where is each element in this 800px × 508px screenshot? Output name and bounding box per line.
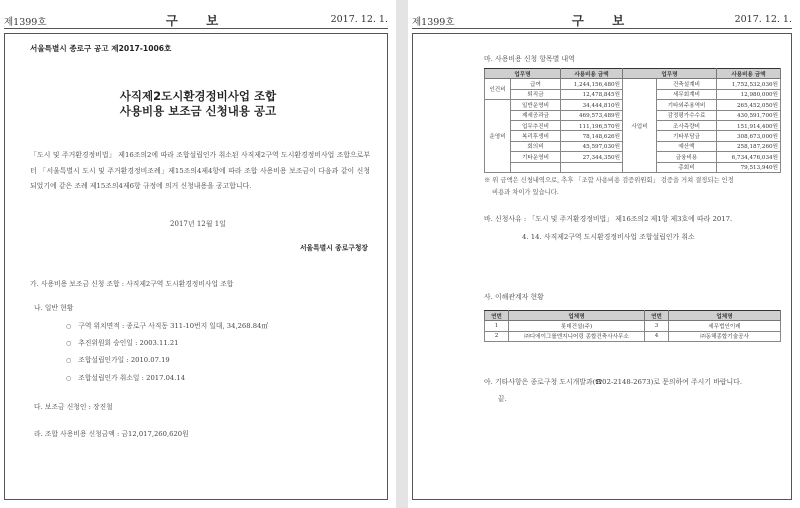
cost-amount: 430,591,700원 (717, 110, 781, 120)
cost-item: 기타외주용역비 (657, 100, 717, 110)
issue-number: 제1399호 (412, 17, 455, 28)
item-na: 나. 일반 현황 (34, 304, 74, 312)
cost-table-header (485, 69, 781, 79)
serial-number: 4 (645, 331, 669, 341)
issue-number: 제1399호 (4, 17, 47, 28)
cost-item: 금융비용 (657, 152, 717, 162)
table-row (485, 79, 781, 89)
cost-item: 일반운영비 (511, 100, 561, 110)
cost-item: 예산액 (657, 141, 717, 151)
cost-item: 제세공과금 (511, 110, 561, 120)
company-name: ㈜디에이그룹엔지니어링 종합건축사사무소 (509, 331, 645, 341)
item-sa: 사. 이해관계자 현황 (484, 293, 544, 301)
na-item-committee-date: ○ 추진위원회 승인일 : 2003.11.21 (66, 337, 178, 347)
table-note-line1: ※ 위 금액은 신청내역으로, 추후 「조합 사용비용 검증위원회」 검증을 거쳐 결정되는 인정 (484, 177, 734, 184)
cost-item: 총회비 (657, 162, 717, 172)
stakeholder-table-header (485, 311, 781, 321)
cost-item: 기타부담금 (657, 131, 717, 141)
header-rule (412, 28, 792, 29)
cost-amount: 78,148,626원 (561, 131, 623, 141)
na-item-location: ○ 구역 위치면적 : 종로구 사직동 311-10번지 일대, 34,268.84㎡ (66, 320, 268, 330)
cost-amount: 6,734,476,034원 (717, 152, 781, 162)
cost-amount: 79,513,940원 (717, 162, 781, 172)
notice-title-line2: 사용비용 보조금 신청내용 공고 (119, 104, 277, 118)
table-note-line2: 비용과 차이가 있습니다. (492, 189, 559, 196)
cost-amount: 34,444,810원 (561, 100, 623, 110)
cost-item: 복리후생비 (511, 131, 561, 141)
na-item-approval-date: ○ 조합설립인가일 : 2010.07.19 (66, 354, 170, 364)
notice-number: 서울특별시 종로구 공고 제2017-1006호 (30, 44, 172, 53)
cost-amount: 151,914,400원 (717, 120, 781, 130)
table-row (485, 331, 781, 341)
company-name: 세무법인이레 (669, 321, 781, 331)
company-name: ㈜동해종합기술공사 (669, 331, 781, 341)
cost-amount: 265,452,050원 (717, 100, 781, 110)
cost-item: 조사측량비 (657, 120, 717, 130)
col-company-right: 업체명 (669, 311, 781, 321)
cost-item: 세무회계비 (657, 89, 717, 99)
cost-item: 감정평가수수료 (657, 110, 717, 120)
header-rule (4, 28, 388, 29)
item-ba-line2: 4. 14. 사직제2구역 도시환경정비사업 조합설립인가 취소 (522, 233, 695, 241)
cost-item: 기타운영비 (511, 152, 561, 162)
group-label-ops: 운영비 (485, 100, 511, 173)
bulletin-title: 구 보 (165, 13, 231, 28)
na-item-cancel-date: ○ 조합설립인가 취소일 : 2017.04.14 (66, 372, 185, 382)
end-mark: 끝. (498, 395, 507, 403)
col-serial-right: 연번 (645, 311, 669, 321)
col-amount-right: 사용비용 금액 (717, 69, 781, 79)
table-row (485, 321, 781, 331)
col-company-left: 업체명 (509, 311, 645, 321)
left-page-header (0, 11, 396, 27)
cost-amount: 45,597,030원 (561, 141, 623, 151)
cost-amount: 1,244,156,480원 (561, 79, 623, 89)
cost-amount: 258,187,260원 (717, 141, 781, 151)
cost-amount: 27,344,350원 (561, 152, 623, 162)
issue-date: 2017. 12. 1. (330, 14, 388, 25)
cost-item: 퇴직금 (511, 89, 561, 99)
notice-date: 2017년 12월 1일 (170, 220, 226, 228)
cost-item: 업무추진비 (511, 120, 561, 130)
group-label-labour: 인건비 (485, 79, 511, 100)
cost-table (484, 68, 781, 173)
item-ma: 마. 사용비용 신청 항목별 내역 (484, 55, 575, 63)
right-page-header (408, 11, 800, 27)
col-amount-left: 사용비용 금액 (561, 69, 623, 79)
cost-amount: 12,478,845원 (561, 89, 623, 99)
left-page (0, 0, 396, 508)
page-gutter (396, 0, 408, 508)
serial-number: 2 (485, 331, 509, 341)
stakeholder-table (484, 310, 781, 342)
cost-item: 건축설계비 (657, 79, 717, 89)
group-label-biz: 사업비 (623, 79, 657, 173)
right-page (408, 0, 800, 508)
cost-amount (561, 162, 623, 172)
serial-number: 3 (645, 321, 669, 331)
cost-amount: 1,752,532,036원 (717, 79, 781, 89)
cost-amount: 111,196,570원 (561, 120, 623, 130)
bulletin-title: 구 보 (571, 13, 637, 28)
cost-item (511, 162, 561, 172)
cost-item: 회의비 (511, 141, 561, 151)
cost-amount: 469,573,489원 (561, 110, 623, 120)
company-name: 롯데건설(주) (509, 321, 645, 331)
item-a-contact: 아. 기타사항은 종로구청 도시개발과(☎02-2148-2673)로 문의하여 주시기 바랍니다. (484, 378, 743, 386)
col-task-right: 업무명 (623, 69, 717, 79)
item-da: 다. 보조금 신청인 : 장진철 (34, 403, 113, 411)
item-ra: 라. 조합 사용비용 신청금액 : 금12,017,260,620원 (34, 430, 189, 438)
notice-title-line1: 사직제2도시환경정비사업 조합 (119, 89, 277, 103)
serial-number: 1 (485, 321, 509, 331)
notice-body: 「도시 및 주거환경정비법」 제16조의2에 따라 조합설립인가 취소된 사직제2구역 도시환경정비사업 조합으로부터 「서울특별시 도시 및 주거환경정비조례」제15조의4제4항에 따라 조합 사용비용 보조금이 다음과 같이 신청되었기에 같은 조례 제15조의4제6항 규정에 의거 신청내용을 공고합니다. (30, 151, 370, 191)
item-ga: 가. 사용비용 보조금 신청 조합 : 사직제2구역 도시환경정비사업 조합 (30, 280, 234, 288)
cost-amount: 12,980,000원 (717, 89, 781, 99)
item-ba-line1: 바. 신청사유 : 「도시 및 주거환경정비법」 제16조의2 제1항 제3호에 따라 2017. (484, 215, 733, 223)
issue-date: 2017. 12. 1. (734, 14, 792, 25)
col-serial-left: 연번 (485, 311, 509, 321)
cost-item: 급여 (511, 79, 561, 89)
cost-amount: 308,673,000원 (717, 131, 781, 141)
col-task-left: 업무명 (485, 69, 561, 79)
notice-signer: 서울특별시 종로구청장 (299, 244, 368, 252)
